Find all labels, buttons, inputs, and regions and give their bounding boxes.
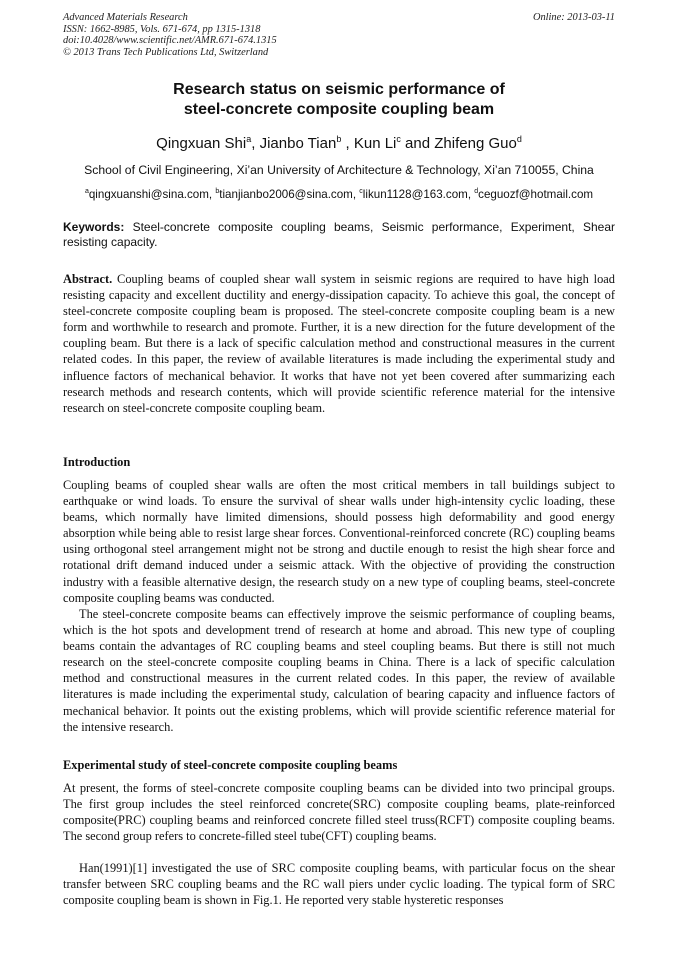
- email-address[interactable]: qingxuanshi@sina.com: [88, 187, 209, 201]
- title-line-1: Research status on seismic performance of: [173, 81, 505, 98]
- experimental-paragraph: [63, 860, 615, 908]
- email-address[interactable]: tianjianbo2006@sina.com: [219, 187, 353, 201]
- journal-name: Advanced Materials Research: [63, 12, 188, 23]
- introduction-paragraph: [63, 606, 615, 735]
- email-superscript: b: [215, 188, 220, 195]
- author-name: Jianbo Tian: [259, 135, 337, 152]
- author-separator: ,: [341, 135, 354, 152]
- email-superscript: d: [474, 188, 479, 195]
- online-date: Online: 2013-03-11: [532, 12, 615, 23]
- experimental-paragraph: [63, 780, 615, 844]
- paragraph-text: The steel-concrete composite beams can effectively improve the seismic performance of coupling beams, which is the hot spots and development trend of research at home and abroad. This new type of coupling beams contain the advantages of RC coupling beams and steel coupling beams. But there is still not much research on the steel-concrete composite coupling beams in China. There is a lack of specific calculation method and constructional measures in the current related codes. In this paper, the review of available literatures is made including the experimental study, calculation of bearing capacity and influence factors of mechanical behavior. It points out the existing problems, which will provide scientific reference material for the intensive research.: [63, 607, 615, 734]
- keywords-text: Steel-concrete composite coupling beams, Seismic performance, Experiment, Shear resisting capacity.: [63, 220, 615, 249]
- abstract: [63, 271, 615, 416]
- journal-doi: doi:10.4028/www.scientific.net/AMR.671-674.1315: [63, 35, 277, 47]
- author-separator: ,: [251, 135, 260, 152]
- author-separator: and: [400, 135, 435, 152]
- email-separator: ,: [352, 187, 360, 201]
- email-separator: ,: [208, 187, 216, 201]
- journal-copyright: © 2013 Trans Tech Publications Ltd, Switzerland: [63, 46, 269, 58]
- author-list: [60, 130, 618, 153]
- experimental-heading: Experimental study of steel-concrete composite coupling beams: [63, 758, 398, 772]
- paragraph-text: At present, the forms of steel-concrete composite coupling beams can be divided into two principal groups. The first group includes the steel reinforced concrete(SRC) composite coupling beams, plate-reinforced composite(PRC) coupling beams and reinforced concrete filled steel truss(RCFT) composite coupling beams. The second group refers to concrete-filled steel tube(CFT) coupling beams.: [63, 781, 615, 844]
- email-address[interactable]: likun1128@163.com: [362, 187, 468, 201]
- paragraph-text: Coupling beams of coupled shear walls are often the most critical members in tall buildings subject to earthquake or wind loads. To ensure the survival of shear walls under high-intensity cyclic loading, these beams, which normally have limited dimensions, should possess high deformability and good energy absorption while being able to resist large shear forces. Conventional-reinforced concrete (RC) coupling beams using orthogonal steel arrangement might not be strong and ductile enough to resist the high shear force and rotational drift demand induced under a seismic attack. With the objective of providing the construction industry with a feasible alternative design, the research study on a new type of coupling beams, steel-concrete composite coupling beams was conducted.: [63, 478, 615, 605]
- title-line-2: steel-concrete composite coupling beam: [183, 101, 495, 118]
- introduction-heading: Introduction: [63, 455, 131, 469]
- keywords: [63, 220, 615, 249]
- author-name: Qingxuan Shi: [156, 135, 247, 152]
- abstract-label: Abstract.: [63, 272, 113, 286]
- paragraph-text: Han(1991)[1] investigated the use of SRC composite coupling beams, with particular focus on the shear transfer between SRC coupling beams and the RC wall piers under cyclic loading. The typical form of SRC composite coupling beam is shown in Fig.1. He reported very stable hysteretic responses: [63, 861, 615, 908]
- author-superscript: a: [246, 134, 252, 144]
- journal-issn: ISSN: 1662-8985, Vols. 671-674, pp 1315-1318: [63, 23, 261, 35]
- email-superscript: c: [359, 188, 363, 195]
- affiliation: School of Civil Engineering, Xi’an University of Architecture & Technology, Xi’an 710055, China: [84, 163, 594, 177]
- email-list: [60, 184, 618, 202]
- email-address[interactable]: ceguozf@hotmail.com: [478, 187, 594, 201]
- author-superscript: b: [336, 134, 342, 144]
- author-superscript: d: [516, 134, 522, 144]
- author-superscript: c: [396, 134, 401, 144]
- author-name: Zhifeng Guo: [434, 135, 517, 152]
- email-superscript: a: [84, 188, 89, 195]
- author-name: Kun Li: [353, 135, 397, 152]
- email-separator: ,: [467, 187, 475, 201]
- journal-header: [63, 12, 615, 58]
- paper-title: [60, 80, 618, 120]
- introduction-paragraph: [63, 477, 615, 606]
- keywords-label: Keywords:: [63, 220, 125, 234]
- abstract-text: Coupling beams of coupled shear wall system in seismic regions are required to have high load resisting capacity and excellent ductility and energy-dissipation capacity. To achieve this goal, the concept of steel-concrete composite coupling beam is proposed. The steel-concrete composite coupling beam is a new form and worthwhile to research and promote. Further, it is a new direction for the future development of the coupling beam. But there is a lack of specific calculation method and constructional measures in the current related codes. In this paper, the review of available literatures is made including the experimental study and influence factors of mechanical behavior. It works that have not yet been covered after summarizing each research methods and research contents, which will provide scientific reference material for the intensive research on steel-concrete composite coupling beam.: [63, 272, 615, 415]
